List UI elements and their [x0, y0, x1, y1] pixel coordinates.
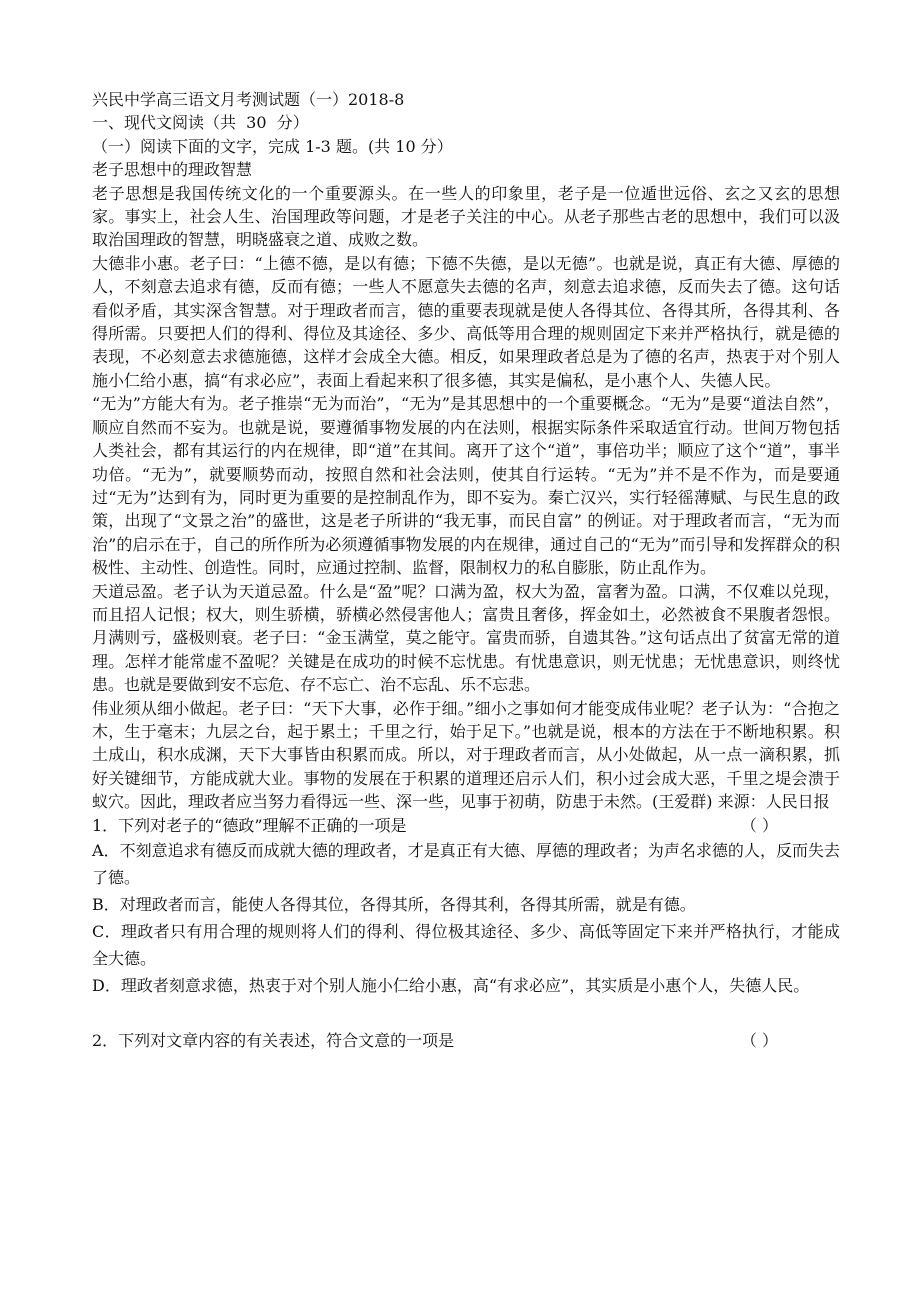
article-paragraph: 大德非小惠。老子曰：“上德不德，是以有德；下德不失德，是以无德”。也就是说，真正有大德、厚德的人，不刻意去追求有德，反而有德；一些人不愿意失去德的名声，刻意去追求德，反而失去了德。这句话看似矛盾，其实深含智慧。对于理政者而言，德的重要表现就是使人各得其位、各得其所，各得其利、各得所需。只要把人们的得利、得位及其途径、多少、高低等用合理的规则固定下来并严格执行，就是德的表现，不必刻意去求德施德，这样才会成全大德。相反，如果理政者总是为了德的名声，热衷于对个别人施小仁给小惠，搞“有求必应”，表面上看起来积了很多德，其实是偏私，是小惠个人、失德人民。	[92, 253, 840, 390]
article-paragraph: 老子思想是我国传统文化的一个重要源头。在一些人的印象里，老子是一位遁世远俗、玄之又玄的思想家。事实上，社会人生、治国理政等问题，才是老子关注的中心。从老子那些古老的思想中，我们可以汲取治国理政的智慧，明晓盛衰之道、成败之数。	[92, 183, 840, 250]
question-1-option-b: B．对理政者而言，能使人各得其位，各得其所，各得其利，各得其所需，就是有德。	[92, 895, 696, 914]
subsection-heading: （一）阅读下面的文字，完成 1-3 题。(共 10 分）	[92, 136, 453, 156]
question-2-answer-blank: （ ）	[740, 1031, 778, 1050]
article-paragraph: 伟业须从细小做起。老子曰：“天下大事，必作于细。”细小之事如何才能变成伟业呢？老子认为：“合抱之木，生于毫末；九层之台，起于累土；千里之行，始于足下。”也就是说，根本的方法在于不断地积累。积土成山，积水成渊，天下大事皆由积累而成。所以，对于理政者而言，从小处做起，从一点一滴积累，抓好关键细节，方能成就大业。事物的发展在于积累的道理还启示人们，积小过会成大恶，千里之堤会溃于蚁穴。因此，理政者应当努力看得远一些、深一些，见事于初萌，防患于未然。(王爱群) 来源：人民日报	[92, 698, 840, 812]
question-1-stem	[92, 814, 840, 837]
exam-page	[92, 88, 840, 1052]
article-paragraph: 天道忌盈。老子认为天道忌盈。什么是“盈”呢？口满为盈，权大为盈，富奢为盈。口满，不仅难以兑现，而且招人记恨；权大，则生骄横，骄横必然侵害他人；富贵且奢侈，挥金如土，必然被食不果腹者怨恨。月满则亏，盛极则衰。老子曰：“金玉满堂，莫之能守。富贵而骄，自遗其咎。”这句话点出了贫富无常的道理。怎样才能常虚不盈呢？关键是在成功的时候不忘忧患。有忧患意识，则无忧患；无忧患意识，则终忧患。也就是要做到安不忘危、存不忘亡、治不忘乱、乐不忘悲。	[92, 581, 840, 695]
question-2-text: 2．下列对文章内容的有关表述，符合文意的一项是	[92, 1031, 455, 1050]
question-1-text: 1．下列对老子的“德政”理解不正确的一项是	[92, 815, 407, 835]
spacer	[92, 999, 840, 1029]
question-1-option-c: C．理政者只有用合理的规则将人们的得利、得位极其途径、多少、高低等固定下来并严格执行，才能成全大德。	[92, 922, 840, 968]
question-2-stem	[92, 1029, 840, 1052]
section-heading: 一、现代文阅读（共 30 分）	[92, 113, 309, 133]
article-paragraph: “无为”方能大有为。老子推崇“无为而治”，“无为”是其思想中的一个重要概念。“无为”是要“道法自然”，顺应自然而不妄为。也就是说，要遵循事物发展的内在法则，根据实际条件采取适宜行动。世间万物包括人类社会，都有其运行的内在规律，即“道”在其间。离开了这个“道”，事倍功半；顺应了这个“道”，事半功倍。“无为”，就要顺势而动，按照自然和社会法则，使其自行运转。“无为”并不是不作为，而是要通过“无为”达到有为，同时更为重要的是控制乱作为，即不妄为。秦亡汉兴，实行轻徭薄赋、与民生息的政策，出现了“文景之治”的盛世，这是老子所讲的“我无事，而民自富” 的例证。对于理政者而言，“无为而治”的启示在于，自己的所作所为必须遵循事物发展的内在规律，通过自己的“无为”而引导和发挥群众的积极性、主动性、创造性。同时，应通过控制、监督，限制权力的私自膨胀，防止乱作为。	[92, 394, 840, 578]
question-1-answer-blank: （ ）	[740, 815, 778, 835]
exam-title: 兴民中学高三语文月考测试题（一）2018-8	[92, 90, 405, 109]
question-1-option-d: D．理政者刻意求德，热衷于对个别人施小仁给小惠，高“有求必应”，其实质是小惠个人，失德人民。	[92, 976, 810, 995]
article-title: 老子思想中的理政智慧	[92, 160, 253, 180]
question-1-option-a: A．不刻意追求有德反而成就大德的理政者，才是真正有大德、厚德的理政者；为声名求德的人，反而失去了德。	[92, 841, 840, 887]
